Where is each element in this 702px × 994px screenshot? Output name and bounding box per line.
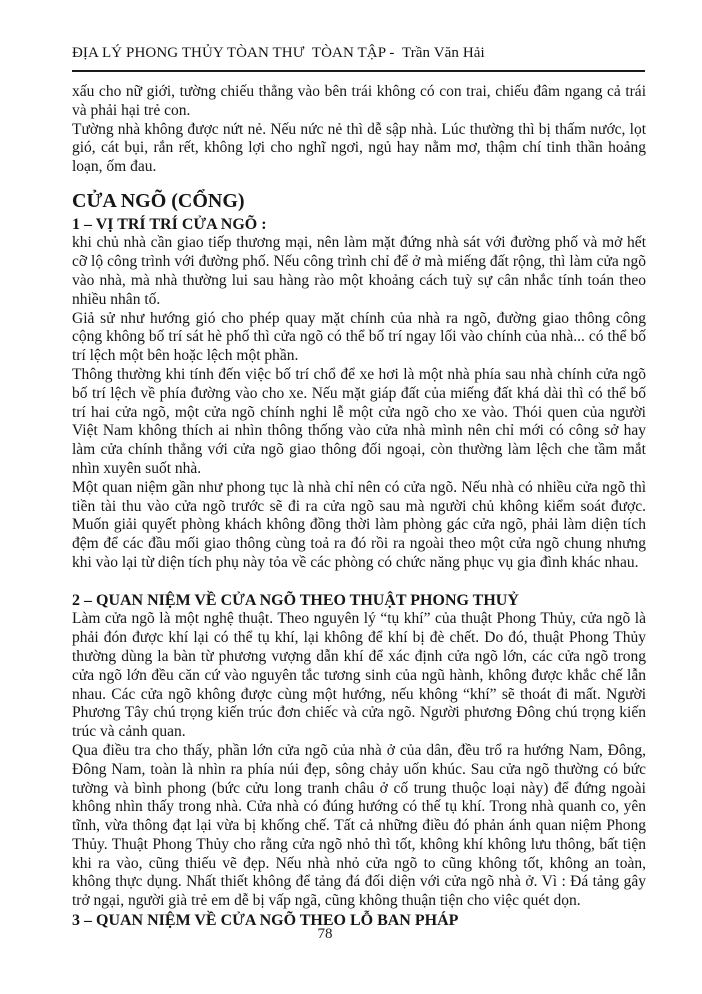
chapter-heading: CỬA NGÕ (CỔNG) — [72, 189, 245, 212]
paragraph: Giả sử như hướng gió cho phép quay mặt chính của nhà ra ngõ, đường giao thông công cộng không bố trí sát hè phố thì cửa ngõ có thể bố trí ngay lối vào chính của nhà... có thể bố trí lệch một bên hoặc lệch một phần. — [72, 309, 646, 365]
paragraph: Một quan niệm gần như phong tục là nhà chỉ nên có cửa ngõ. Nếu nhà có nhiều cửa ngõ thì tiền tài thu vào cửa ngõ trước sẽ đi ra cửa ngõ sau mà người chủ không kiểm soát được. Muốn giải quyết phòng khách không đồng thời làm phòng gác cửa ngõ, phải làm diện tích đệm để các đầu mối giao thông cùng toả ra đó rồi ra ngoài theo một cửa ngõ chung nhưng khi vào lại từ diện tích phụ này tỏa về các phòng có chức năng phục vụ gia đình khác nhau. — [72, 478, 646, 572]
paragraph: Thông thường khi tính đến việc bố trí chổ để xe hơi là một nhà phía sau nhà chính cửa ngõ bố trí lệch về phía đường vào cho xe. Nếu mặt giáp đất của miếng đất khá dài thì có thể bố trí hai cửa ngõ, một cửa ngõ chính nghi lễ một cửa ngõ cho xe vào. Thói quen của người Việt Nam không thích ai nhìn thông thống vào cửa nhà mình nên chỉ mới có công sở hay làm cửa chính thẳng với cửa ngõ giao thông đối ngoại, còn thường làm lệch che tầm mắt nhìn xuyên suốt nhà. — [72, 366, 646, 478]
paragraph: xấu cho nữ giới, tường chiếu thẳng vào bên trái không có con trai, chiếu đâm ngang cả trái và phải hại trẻ con. — [72, 83, 646, 119]
paragraph: Tường nhà không được nứt nẻ. Nếu nức nẻ thì dễ sập nhà. Lúc thường thì bị thấm nước, lọt gió, cát bụi, rắn rết, không lợi cho nghĩ ngơi, ngủ hay nằm mơ, thậm chí tinh thần hoảng loạn, ốm đau. — [72, 120, 646, 176]
section-heading: 3 – QUAN NIỆM VỀ CỬA NGÕ THEO LỖ BAN PHÁP — [72, 912, 459, 930]
paragraph: Làm cửa ngõ là một nghệ thuật. Theo nguyên lý “tụ khí” của thuật Phong Thủy, cửa ngõ là phải đón được khí lại có thể tụ khí, lại không để khí bị đè chết. Do đó, thuật Phong Thủy thường dùng la bàn từ phương vượng dẫn khí để xác định cửa ngõ lớn, các cửa ngõ trong cửa ngõ lớn đều căn cứ vào nguyên tắc tương sinh của ngũ hành, không được khắc chế lẫn nhau. Các cửa ngõ không được cùng một hướng, nếu không “khí” sẽ thoát đi mất. Người Phương Tây chú trọng kiến trúc đơn chiếc và cửa ngõ. Người phương Đông chú trọng kiến trúc và cảnh quan. — [72, 610, 646, 741]
section-heading: 2 – QUAN NIỆM VỀ CỬA NGÕ THEO THUẬT PHONG THUỶ — [72, 591, 519, 609]
page-header-title: ĐỊA LÝ PHONG THỦY TÒAN THƯ TÒAN TẬP - Trần Văn Hải — [72, 45, 485, 61]
paragraph: Qua điều tra cho thấy, phần lớn cửa ngõ của nhà ở của dân, đều trổ ra hướng Nam, Đông, Đông Nam, toàn là nhìn ra phía núi đẹp, sông chảy uốn khúc. Sau cửa ngõ thường có bức tường và bình phong (bức cửu long tranh châu ở cố trung thuộc loại này) để đứng ngoài không nhìn thấy trong nhà. Cửa nhà có đúng hướng có thế tụ khí. Trong nhà quanh co, yên tĩnh, vừa thông đạt lại vừa bị khống chế. Tất cả những điều đó phản ánh quan niệm Phong Thủy. Thuật Phong Thủy cho rằng cửa ngõ nhỏ thì tốt, không khí không lưu thông, bất tiện khi ra vào, cũng thiếu vẽ đẹp. Nếu nhà nhỏ cửa ngõ to cũng không tốt, không an toàn, không thực dụng. Nhất thiết không để tảng đá đối diện với cửa ngõ nhà ở. Vì : Đá tảng gây trở ngại, người già trẻ em dễ bị vấp ngã, cũng không thuận tiện cho việc quét dọn. — [72, 741, 646, 910]
section-heading: 1 – VỊ TRÍ TRÍ CỬA NGÕ : — [72, 215, 267, 233]
page-number: 78 — [317, 926, 333, 942]
document-body — [72, 83, 646, 931]
header-divider — [72, 70, 645, 72]
paragraph: khi chủ nhà cần giao tiếp thương mại, nên làm mặt đứng nhà sát với đường phố và mở hết cỡ lộ công trình với đường phố. Nếu công trình chỉ để ở mà miếng đất rộng, thì làm cửa ngõ vào nhà, mà nhà thường lui sau hàng rào một khoảng cách tuỳ sự cân nhắc tính toán theo nhiều nhân tố. — [72, 234, 646, 308]
